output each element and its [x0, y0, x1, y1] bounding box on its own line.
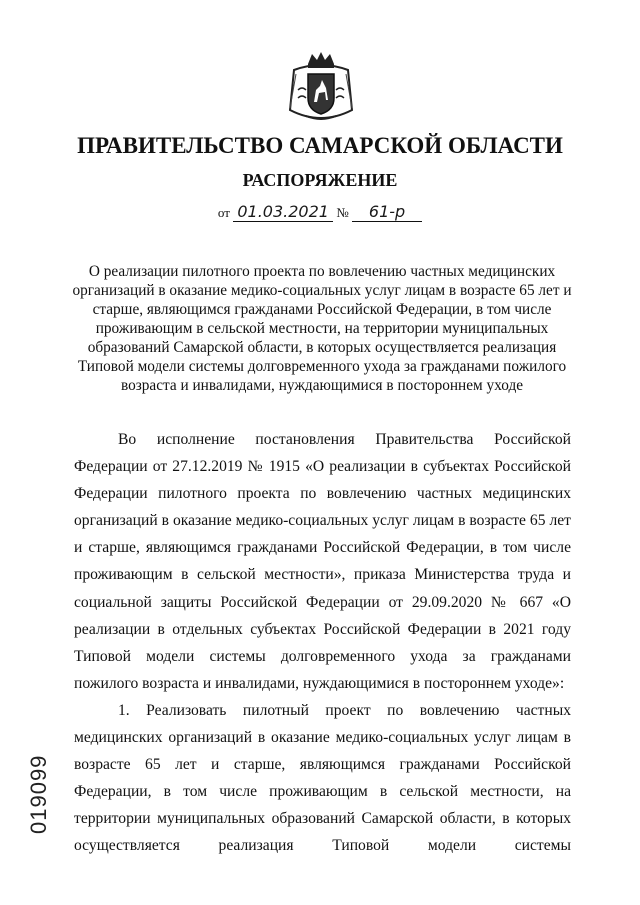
number-sign: №: [336, 205, 349, 220]
document-body: [74, 426, 571, 860]
document-type: РАСПОРЯЖЕНИЕ: [242, 170, 398, 190]
organization-title: ПРАВИТЕЛЬСТВО САМАРСКОЙ ОБЛАСТИ: [77, 133, 563, 158]
preamble-paragraph: Во исполнение постановления Правительства Российской Федерации от 27.12.2019 № 1915 «О реализации в субъектах Российской Федерации пилотного проекта по вовлечению частных медицинских организаций в оказание медико-социальных услуг лицам в возрасте 65 лет и старше, являющимся гражданами Российской Федерации, в том числе проживающим в сельской местности», приказа Министерства труда и социальной защиты Российской Федерации от 29.09.2020 № 667 «О реализации в отдельных субъектах Российской Федерации в 2021 году Типовой модели системы долговременного ухода за гражданами пожилого возраста и инвалидами, нуждающимися в постороннем уходе»:: [74, 431, 571, 692]
margin-registration-code: 019099: [26, 754, 51, 834]
coat-of-arms-icon: [286, 50, 356, 126]
coat-of-arms-graphic: [286, 50, 356, 126]
date-prefix: от: [217, 205, 230, 220]
document-subject: О реализации пилотного проекта по вовлечению частных медицинских организаций в оказание медико-социальных услуг лицам в возрасте 65 лет и старше, являющимся гражданами Российской Федерации, в том числе проживающим в сельской местности, на территории муниципальных образований Самарской области, в которых осуществляется реализация Типовой модели системы долговременного ухода за гражданами пожилого возраста и инвалидами, нуждающимися в постороннем уходе: [72, 263, 572, 394]
date-number-line: [0, 202, 640, 222]
document-date: 01.03.2021: [233, 202, 333, 222]
item-1-paragraph: 1. Реализовать пилотный проект по вовлечению частных медицинских организаций в оказание медико-социальных услуг лицам в возрасте 65 лет и старше, являющимся гражданами Российской Федерации, в том числе проживающим в сельской местности, на территории муниципальных образований Самарской области, в которых осуществляется реализация Типовой модели системы: [74, 701, 571, 855]
document-number: 61-р: [352, 202, 422, 222]
